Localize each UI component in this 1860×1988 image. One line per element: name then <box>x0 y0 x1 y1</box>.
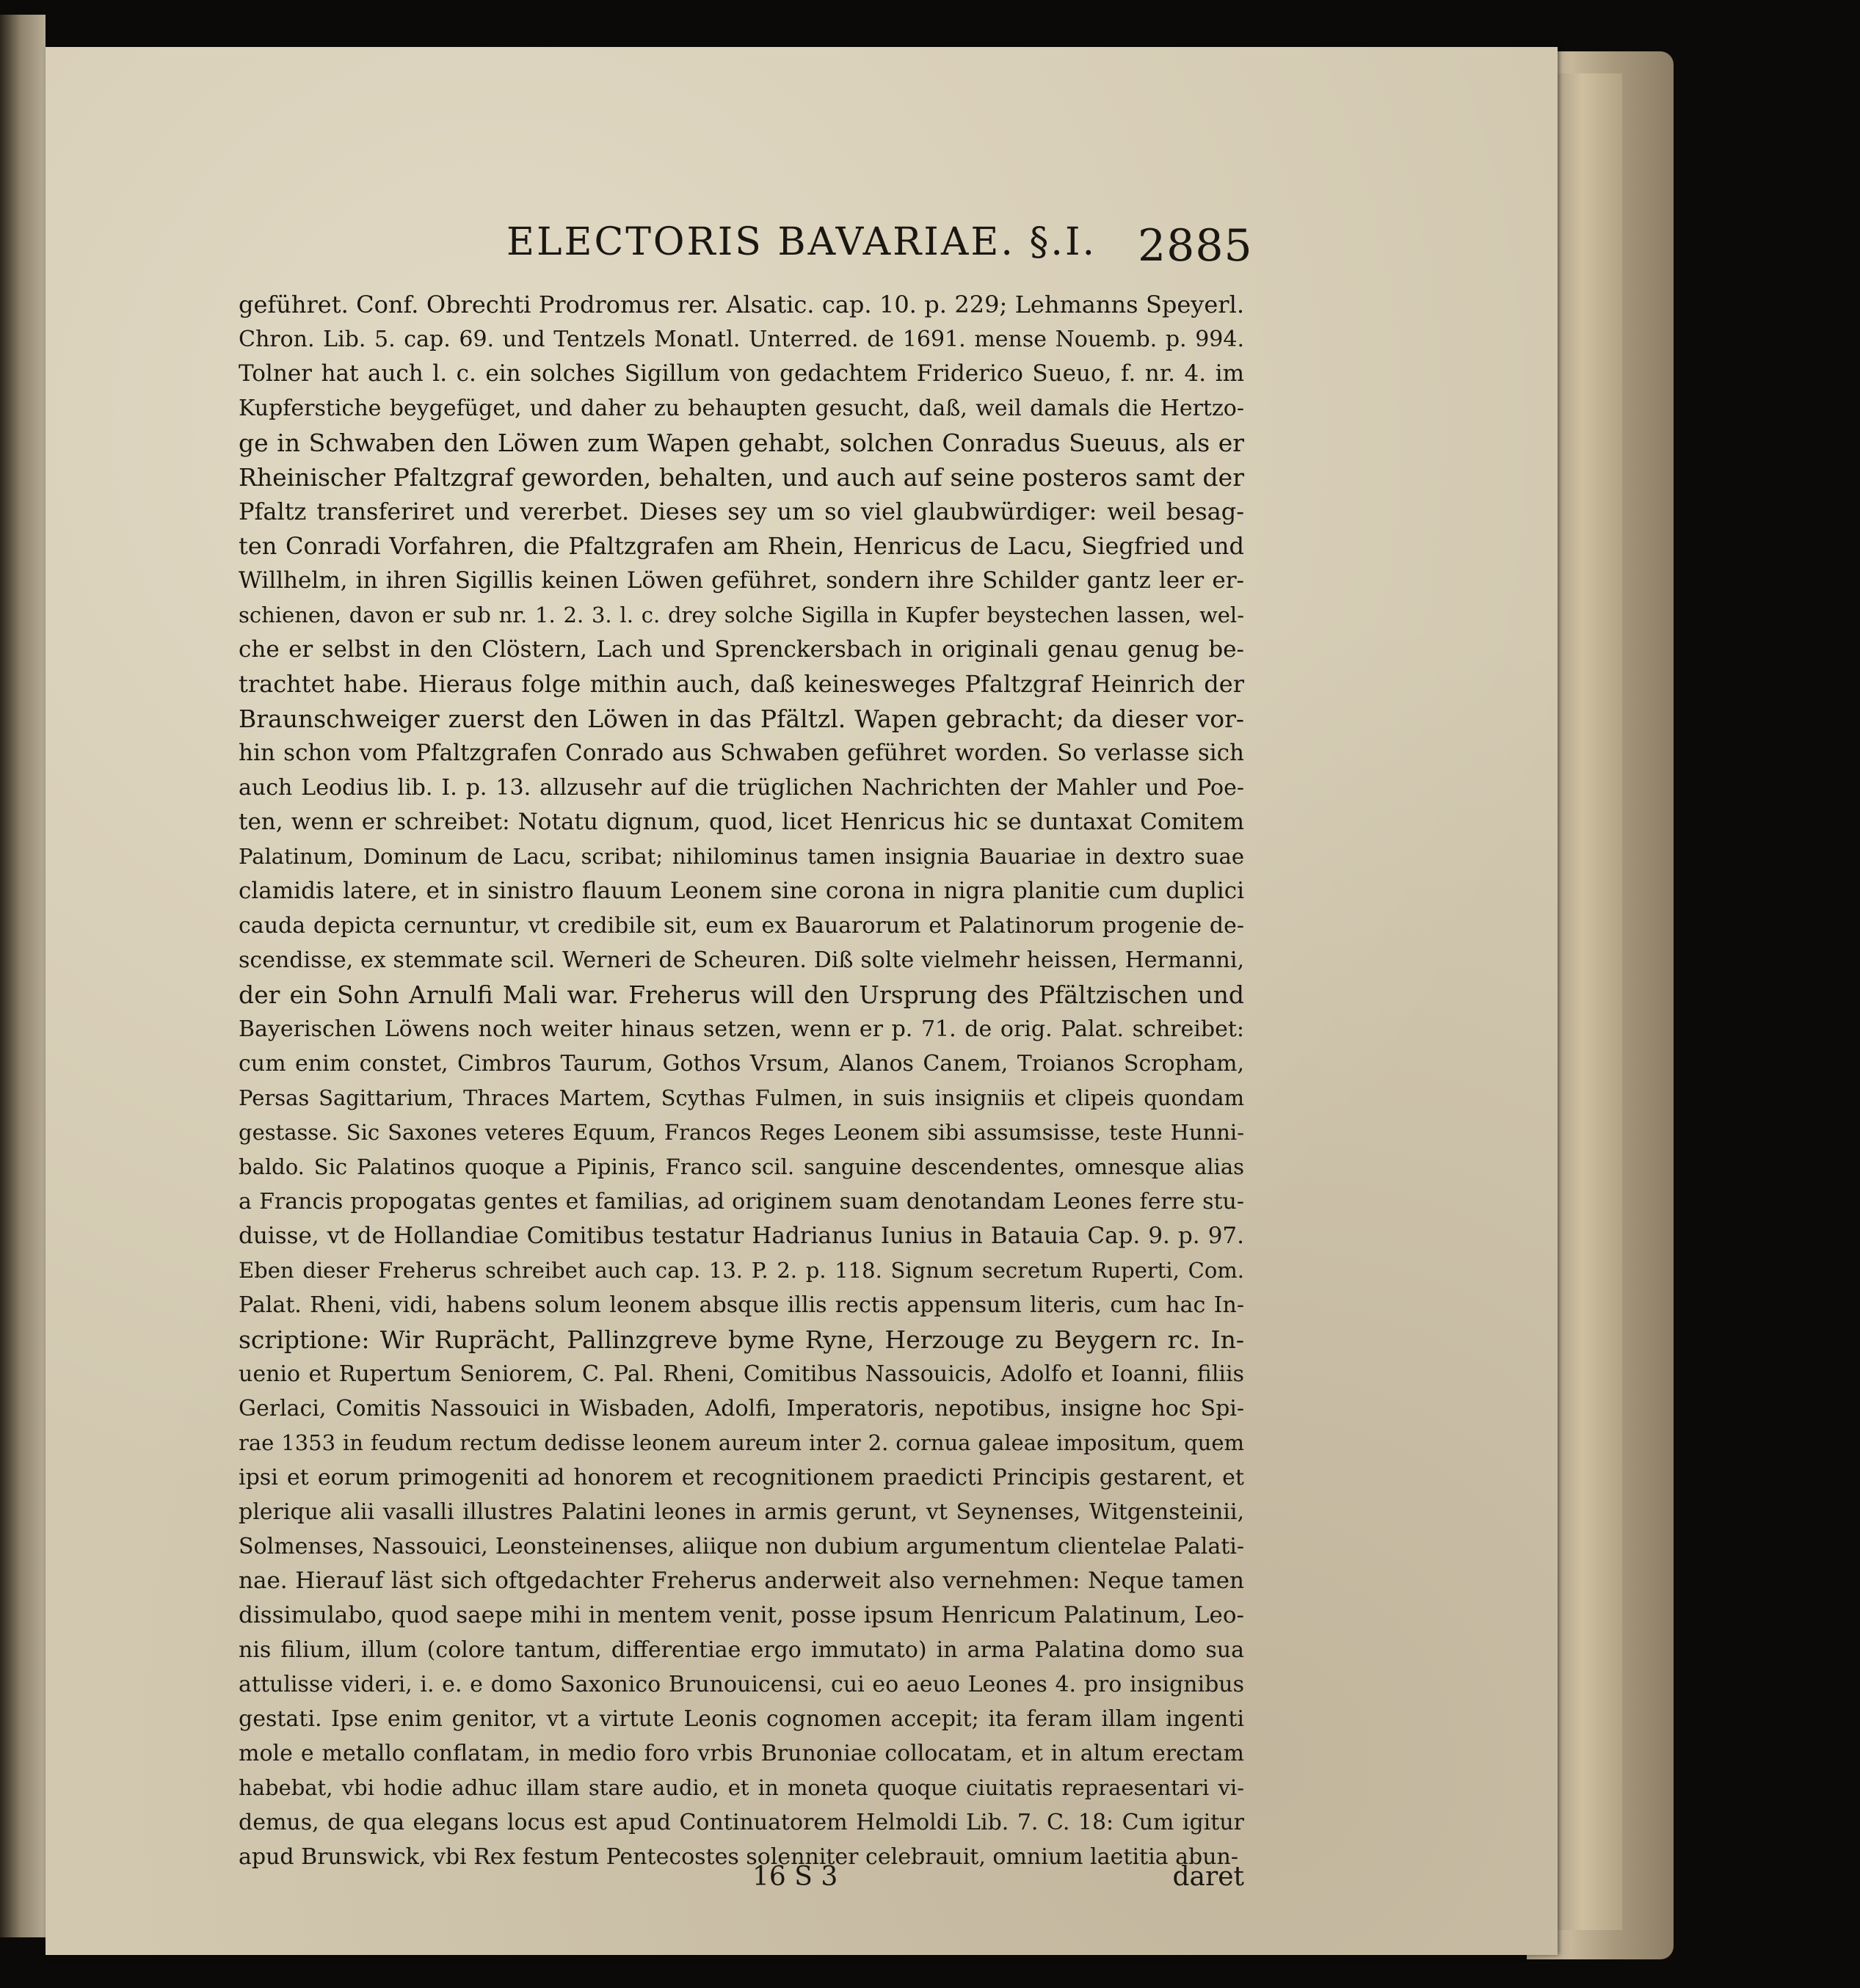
text-line: ge in Schwaben den Löwen zum Wapen gehabt, solchen Conradus Sueuus, als er <box>239 429 1244 457</box>
text-line: plerique alii vasalli illustres Palatini leones in armis gerunt, vt Seynenses, Witgensteinii, <box>239 1499 1244 1525</box>
text-line: a Francis propogatas gentes et familias, ad originem suam denotandam Leones ferre stu- <box>239 1189 1244 1215</box>
text-line: baldo. Sic Palatinos quoque a Pipinis, Franco scil. sanguine descendentes, omnesque alias <box>239 1154 1244 1179</box>
text-line: habebat, vbi hodie adhuc illam stare audio, et in moneta quoque ciuitatis repraesentari vi- <box>239 1775 1244 1800</box>
text-line: Persas Sagittarium, Thraces Martem, Scythas Fulmen, in suis insigniis et clipeis quondam <box>239 1085 1244 1110</box>
text-line: cum enim constet, Cimbros Taurum, Gothos Vrsum, Alanos Canem, Troianos Scropham, <box>239 1051 1244 1077</box>
text-line: trachtet habe. Hieraus folge mithin auch, daß keinesweges Pfaltzgraf Heinrich der <box>239 670 1244 698</box>
text-line: Eben dieser Freherus schreibet auch cap. 13. P. 2. p. 118. Signum secretum Ruperti, Com. <box>239 1258 1244 1283</box>
text-line: clamidis latere, et in sinistro flauum Leonem sine corona in nigra planitie cum duplici <box>239 878 1244 904</box>
text-line: Bayerischen Löwens noch weiter hinaus setzen, wenn er p. 71. de orig. Palat. schreibet: <box>239 1016 1244 1042</box>
text-line: auch Leodius lib. I. p. 13. allzusehr auf die trüglichen Nachrichten der Mahler und Poe- <box>239 775 1244 801</box>
text-line: attulisse videri, i. e. e domo Saxonico Brunouicensi, cui eo aeuo Leones 4. pro insignibus <box>239 1672 1244 1697</box>
text-line: Kupferstiche beygefüget, und daher zu behaupten gesucht, daß, weil damals die Hertzo- <box>239 396 1244 421</box>
signature-mark: 16 S 3 <box>752 1862 838 1892</box>
text-line: Palat. Rheni, vidi, habens solum leonem absque illis rectis appensum literis, cum hac In- <box>239 1292 1244 1318</box>
page-header <box>506 220 1253 279</box>
text-line: gestasse. Sic Saxones veteres Equum, Francos Reges Leonem sibi assumsisse, teste Hunni- <box>239 1120 1244 1145</box>
text-line: Braunschweiger zuerst den Löwen in das Pfältzl. Wapen gebracht; da dieser vor- <box>239 704 1244 733</box>
text-line: nis filium, illum (colore tantum, differentiae ergo immutato) in arma Palatina domo sua <box>239 1637 1244 1663</box>
text-line: der ein Sohn Arnulfi Mali war. Freherus will den Ursprung des Pfältzischen und <box>239 980 1244 1009</box>
text-line: schienen, davon er sub nr. 1. 2. 3. l. c. drey solche Sigilla in Kupfer beystechen lassen, wel- <box>239 602 1244 627</box>
text-line: Willhelm, in ihren Sigillis keinen Löwen geführet, sondern ihre Schilder gantz leer er- <box>239 567 1244 594</box>
text-line: hin schon vom Pfaltzgrafen Conrado aus Schwaben geführet worden. So verlasse sich <box>239 740 1244 766</box>
text-line: scendisse, ex stemmate scil. Werneri de Scheuren. Diß solte vielmehr heissen, Hermanni, <box>239 947 1244 973</box>
text-line: ipsi et eorum primogeniti ad honorem et recognitionem praedicti Principis gestarent, et <box>239 1465 1244 1490</box>
text-line: rae 1353 in feudum rectum dedisse leonem aureum inter 2. cornua galeae impositum, quem <box>239 1430 1244 1455</box>
text-line: nae. Hierauf läst sich oftgedachter Freherus anderweit also vernehmen: Neque tamen <box>239 1568 1244 1594</box>
text-line: demus, de qua elegans locus est apud Continuatorem Helmoldi Lib. 7. C. 18: Cum igitur <box>239 1810 1244 1835</box>
text-line: scriptione: Wir Ruprächt, Pallinzgreve byme Ryne, Herzouge zu Beygern rc. In- <box>239 1325 1244 1354</box>
body-text <box>239 288 1244 1874</box>
page-footer <box>239 1862 1244 1898</box>
catchword: daret <box>1172 1862 1244 1892</box>
text-line: uenio et Rupertum Seniorem, C. Pal. Rheni, Comitibus Nassouicis, Adolfo et Ioanni, filiis <box>239 1361 1244 1387</box>
text-line: ten Conradi Vorfahren, die Pfaltzgrafen am Rhein, Henricus de Lacu, Siegfried und <box>239 532 1244 560</box>
text-line: Chron. Lib. 5. cap. 69. und Tentzels Monatl. Unterred. de 1691. mense Nouemb. p. 994. <box>239 327 1244 352</box>
text-line: duisse, vt de Hollandiae Comitibus testatur Hadrianus Iunius in Batauia Cap. 9. p. 97. <box>239 1223 1244 1249</box>
text-line: dissimulabo, quod saepe mihi in mentem venit, posse ipsum Henricum Palatinum, Leo- <box>239 1602 1244 1628</box>
page-number: 2885 <box>1138 220 1253 272</box>
adjacent-page-edge <box>0 15 46 1937</box>
text-line: cauda depicta cernuntur, vt credibile sit, eum ex Bauarorum et Palatinorum progenie de- <box>239 913 1244 939</box>
text-line: ten, wenn er schreibet: Notatu dignum, quod, licet Henricus hic se duntaxat Comitem <box>239 809 1244 835</box>
text-line: Palatinum, Dominum de Lacu, scribat; nihilominus tamen insignia Bauariae in dextro suae <box>239 844 1244 869</box>
text-line: Solmenses, Nassouici, Leonsteinenses, aliique non dubium argumentum clientelae Palati- <box>239 1534 1244 1559</box>
text-line: geführet. Conf. Obrechti Prodromus rer. Alsatic. cap. 10. p. 229; Lehmanns Speyerl. <box>239 291 1244 318</box>
text-line: Pfaltz transferiret und vererbet. Dieses sey um so viel glaubwürdiger: weil besag- <box>239 498 1244 525</box>
text-line: gestati. Ipse enim genitor, vt a virtute Leonis cognomen accepit; ita feram illam ingenti <box>239 1706 1244 1732</box>
running-head: ELECTORIS BAVARIAE. §.I. <box>506 220 1097 264</box>
text-line: Tolner hat auch l. c. ein solches Sigillum von gedachtem Friderico Sueuo, f. nr. 4. im <box>239 360 1244 387</box>
text-line: Rheinischer Pfaltzgraf geworden, behalten, und auch auf seine posteros samt der <box>239 463 1244 492</box>
text-line: Gerlaci, Comitis Nassouici in Wisbaden, Adolfi, Imperatoris, nepotibus, insigne hoc Spi- <box>239 1396 1244 1421</box>
text-line: apud Brunswick, vbi Rex festum Pentecostes solenniter celebrauit, omnium laetitia abun- <box>239 1844 1238 1870</box>
text-line: mole e metallo conflatam, in medio foro vrbis Brunoniae collocatam, et in altum erectam <box>239 1741 1244 1766</box>
text-line: che er selbst in den Clöstern, Lach und Sprenckersbach in originali genau genug be- <box>239 636 1244 663</box>
